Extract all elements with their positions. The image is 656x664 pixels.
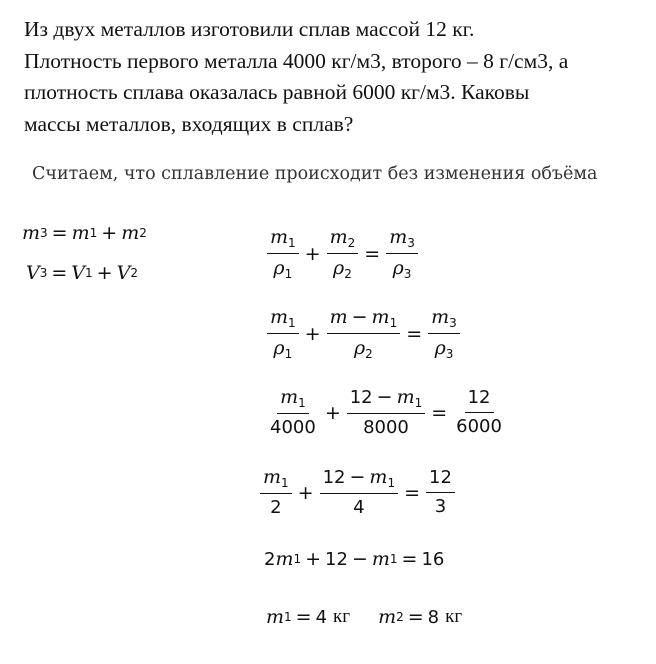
numeric-equation: $\frac{m_1}{4000}$ + $\frac{12 - m_1}{8000}$ = $\frac{12}{6000}$ xyxy=(265,386,507,439)
fraction: $\frac{m_1}{\rho_1}$ xyxy=(267,306,299,361)
volume-sum-equation: V 3 = V 1 + V 2 xyxy=(26,262,138,284)
substituted-mass-equation: $\frac{m_1}{\rho_1}$ + $\frac{m - m_1}{\rho_2}$ = $\frac{m_3}{\rho_3}$ xyxy=(265,306,462,361)
problem-line: массы металлов, входящих в сплав? xyxy=(24,111,354,136)
fraction: $\frac{12}{6000}$ xyxy=(456,387,502,437)
fraction: $\frac{m_1}{2}$ xyxy=(260,466,292,519)
fraction: $\frac{m_3}{\rho_3}$ xyxy=(428,306,460,361)
problem-line: плотность сплава оказалась равной 6000 кг/м3. Каковы xyxy=(24,80,530,104)
fraction: $\frac{12}{3}$ xyxy=(426,467,455,518)
fraction: $\frac{m_1}{\rho_1}$ xyxy=(267,226,299,281)
fraction: $\frac{m_3}{\rho_3}$ xyxy=(386,226,418,281)
fraction: $\frac{m - m_1}{\rho_2}$ xyxy=(327,306,401,361)
answer: m 1 = 4 кг m 2 = 8 кг xyxy=(266,606,463,628)
fraction: $\frac{m_1}{4000}$ xyxy=(270,386,316,438)
assumption-text: Считаем, что сплавление происходит без изменения объёма xyxy=(32,164,598,184)
problem-line: Плотность первого металла 4000 кг/м3, второго – 8 г/см3, а xyxy=(24,48,569,73)
problem-line: Из двух металлов изготовили сплав массой 12 кг. xyxy=(24,17,475,41)
mass-sum-equation: m 3 = m 1 + m 2 xyxy=(22,222,147,244)
fraction: $\frac{12 - m_1}{4}$ xyxy=(320,466,399,519)
fraction: $\frac{m_2}{\rho_2}$ xyxy=(327,226,359,281)
density-volume-equation: $\frac{m_1}{\rho_1}$ + $\frac{m_2}{\rho_2}$ = $\frac{m_3}{\rho_3}$ xyxy=(265,226,420,281)
fraction: $\frac{12 - m_1}{8000}$ xyxy=(347,386,426,439)
linear-equation: 2 m 1 + 12 − m 1 = 16 xyxy=(264,548,445,570)
problem-statement xyxy=(24,14,644,140)
simplified-equation: $\frac{m_1}{2}$ + $\frac{12 - m_1}{4}$ = $\frac{12}{3}$ xyxy=(258,466,457,519)
